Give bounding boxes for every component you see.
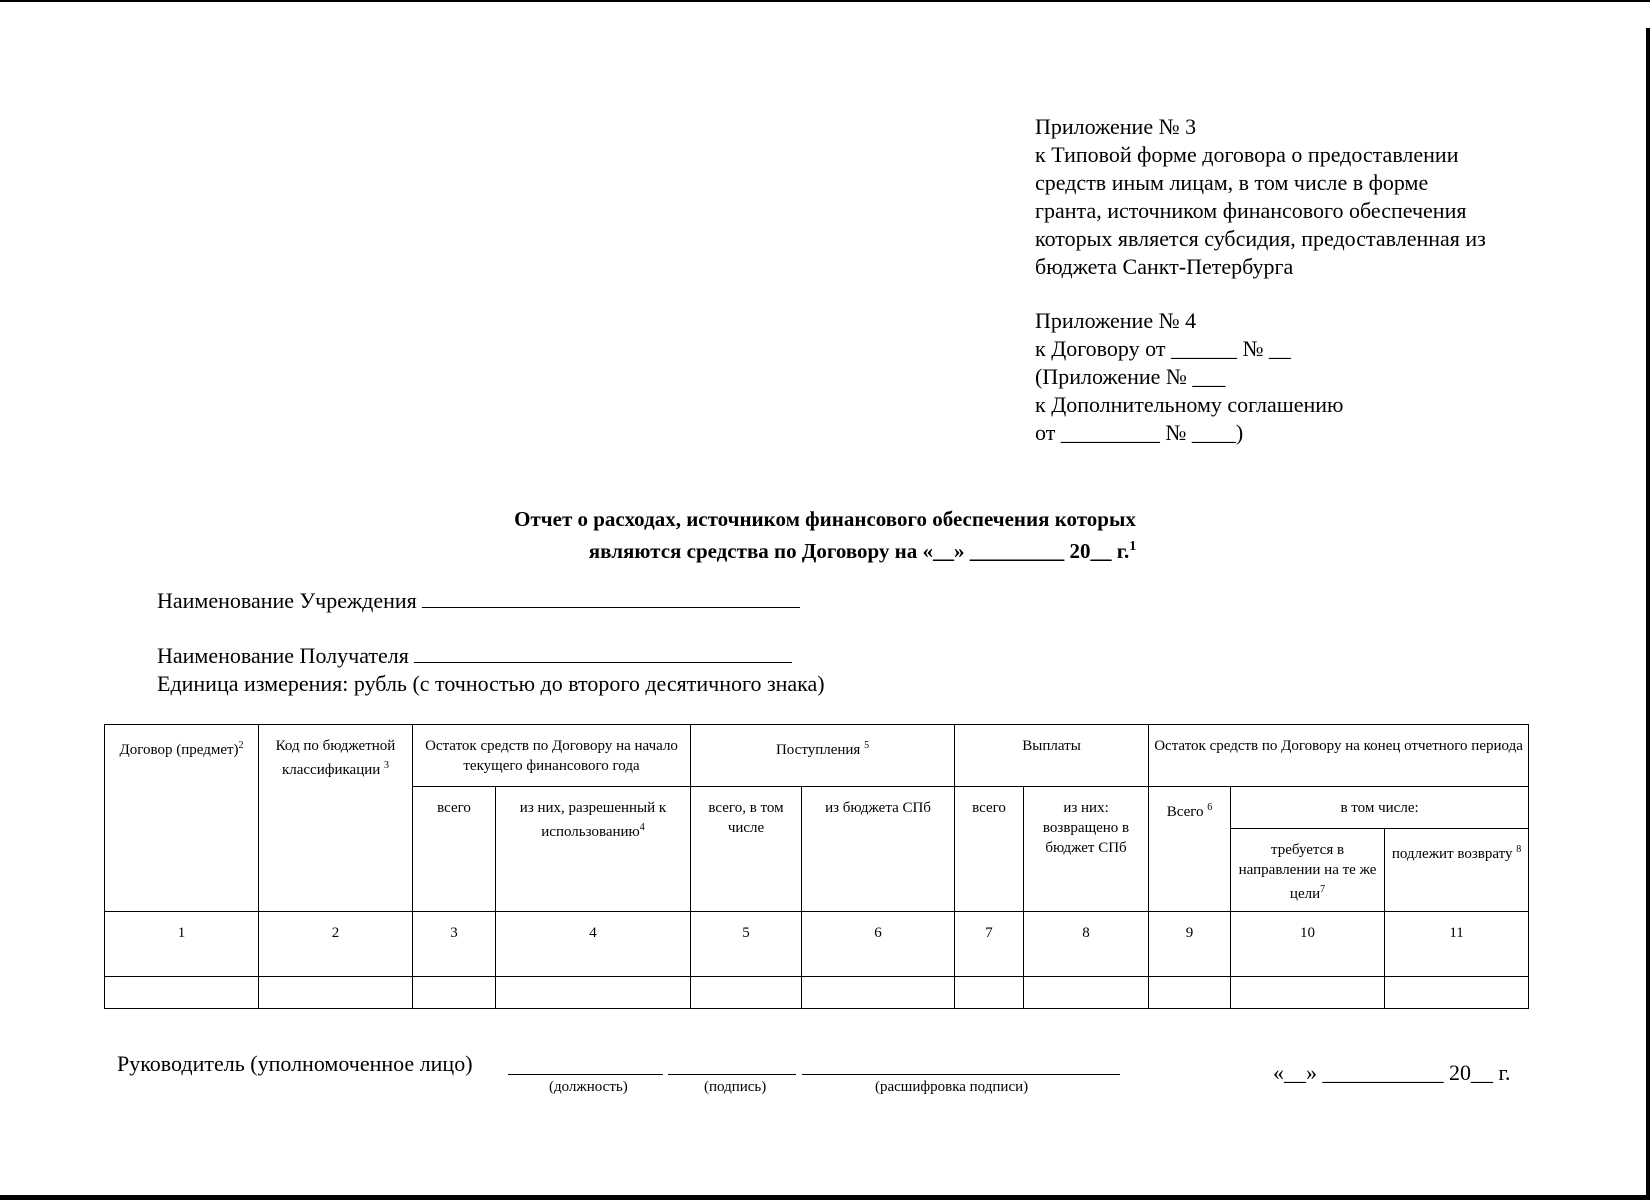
column-number-row <box>105 912 1529 977</box>
report-table <box>104 724 1529 1009</box>
header-receipts: Поступления $^5$ <box>691 725 955 787</box>
data-row <box>105 977 1529 1009</box>
header-from-budget: из бюджета СПб <box>802 787 955 912</box>
header-to-return: подлежит возврату $^8$ <box>1385 829 1529 912</box>
report-title-line-1: Отчет о расходах, источником финансового обеспечения которых <box>514 507 1136 531</box>
column-number: 9 <box>1149 912 1231 977</box>
header-bcc: Код по бюджетной классификации $^3$ <box>259 725 413 912</box>
report-title <box>0 505 1650 565</box>
decoding-caption: (расшифровка подписи) <box>875 1079 1029 1095</box>
appendix-4-line: (Приложение № ___ <box>1035 364 1226 389</box>
header-balance-start: Остаток средств по Договору на начало текущего финансового года <box>413 725 691 787</box>
header-required: требуется в направлении на те же цели$^7$ <box>1231 829 1385 912</box>
column-number: 2 <box>259 912 413 977</box>
data-cell[interactable] <box>1024 977 1149 1009</box>
position-line[interactable] <box>508 1074 663 1075</box>
decoding-line[interactable] <box>802 1074 1120 1075</box>
appendix-3-line: гранта, источником финансового обеспечения <box>1035 198 1467 223</box>
appendix-4-header <box>1035 307 1343 447</box>
scan-border-right <box>1646 28 1650 1200</box>
signature-caption: (подпись) <box>704 1079 767 1095</box>
header-including: в том числе: <box>1231 787 1529 829</box>
header-balance-end: Остаток средств по Договору на конец отчетного периода <box>1149 725 1529 787</box>
unit-of-measure: Единица измерения: рубль (с точностью до второго десятичного знака) <box>157 671 825 696</box>
header-start-allowed: из них, разрешенный к использованию$^4$ <box>496 787 691 912</box>
appendix-4-line: от _________ № ____) <box>1035 420 1244 445</box>
header-row-1 <box>105 725 1529 787</box>
report-title-line-2: являются средства по Договору на «__» _________ 20__ г.$^1$ <box>588 539 1137 563</box>
scan-border-top <box>0 0 1650 2</box>
column-number: 3 <box>413 912 496 977</box>
data-cell[interactable] <box>413 977 496 1009</box>
header-end-total: Всего $^6$ <box>1149 787 1231 912</box>
data-cell[interactable] <box>691 977 802 1009</box>
institution-input-line[interactable] <box>422 587 800 608</box>
header-start-total: всего <box>413 787 496 912</box>
appendix-3-line: которых является субсидия, предоставленная из <box>1035 226 1486 251</box>
data-cell[interactable] <box>105 977 259 1009</box>
data-cell[interactable] <box>259 977 413 1009</box>
recipient-field <box>157 642 792 670</box>
institution-label: Наименование Учреждения <box>157 588 417 613</box>
header-contract: Договор (предмет)$^2$ <box>105 725 259 912</box>
scan-border-bottom <box>0 1195 1650 1200</box>
recipient-label: Наименование Получателя <box>157 643 409 668</box>
signature-label: Руководитель (уполномоченное лицо) <box>117 1051 473 1076</box>
data-cell[interactable] <box>1231 977 1385 1009</box>
position-caption: (должность) <box>549 1079 628 1095</box>
appendix-3-line: к Типовой форме договора о предоставлении <box>1035 142 1459 167</box>
appendix-4-line: к Дополнительному соглашению <box>1035 392 1344 417</box>
appendix-4-line: Приложение № 4 <box>1035 308 1197 333</box>
column-number: 7 <box>955 912 1024 977</box>
data-cell[interactable] <box>802 977 955 1009</box>
header-receipts-total: всего, в том числе <box>691 787 802 912</box>
appendix-3-line: средств иным лицам, в том числе в форме <box>1035 170 1429 195</box>
header-payments: Выплаты <box>955 725 1149 787</box>
signature-line[interactable] <box>668 1074 796 1075</box>
data-cell[interactable] <box>955 977 1024 1009</box>
column-number: 5 <box>691 912 802 977</box>
data-cell[interactable] <box>496 977 691 1009</box>
column-number: 4 <box>496 912 691 977</box>
appendix-3-header <box>1035 113 1486 281</box>
column-number: 6 <box>802 912 955 977</box>
appendix-3-line: бюджета Санкт-Петербурга <box>1035 254 1294 279</box>
header-payments-total: всего <box>955 787 1024 912</box>
header-returned: из них: возвращено в бюджет СПб <box>1024 787 1149 912</box>
data-cell[interactable] <box>1149 977 1231 1009</box>
footnote-marker: 1 <box>1129 539 1137 554</box>
signature-date: «__» ___________ 20__ г. <box>1273 1060 1511 1085</box>
appendix-4-line: к Договору от ______ № __ <box>1035 336 1291 361</box>
institution-field <box>157 587 800 615</box>
column-number: 10 <box>1231 912 1385 977</box>
recipient-input-line[interactable] <box>414 642 792 663</box>
column-number: 1 <box>105 912 259 977</box>
appendix-3-line: Приложение № 3 <box>1035 114 1197 139</box>
data-cell[interactable] <box>1385 977 1529 1009</box>
column-number: 8 <box>1024 912 1149 977</box>
column-number: 11 <box>1385 912 1529 977</box>
